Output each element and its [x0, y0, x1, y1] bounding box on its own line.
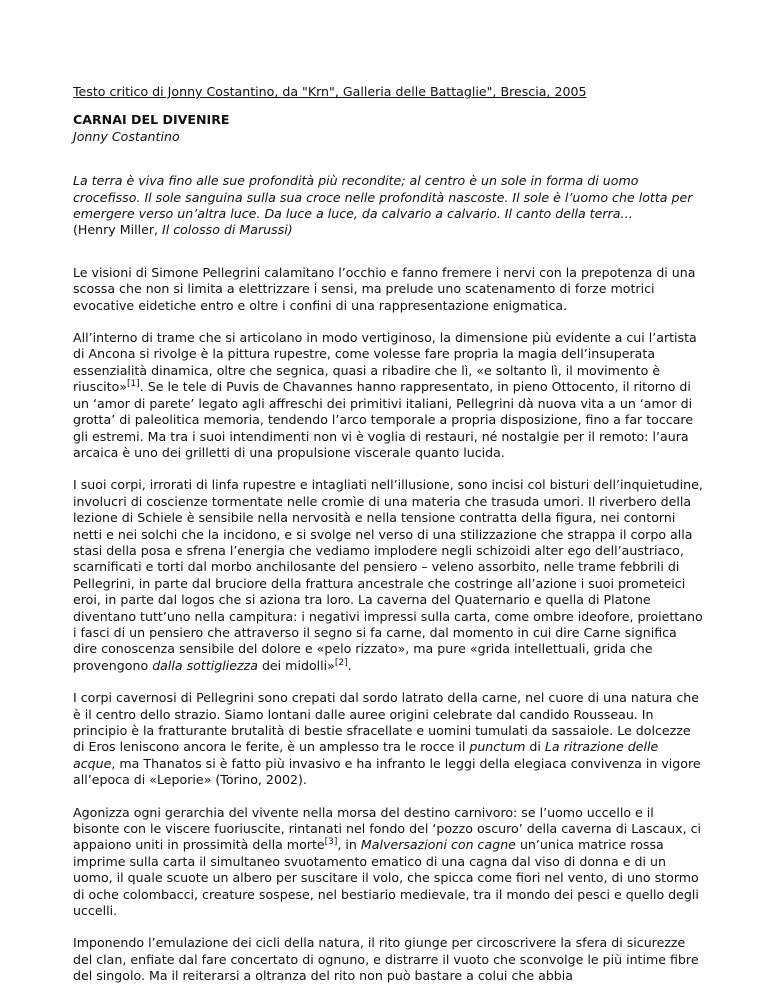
- footnote-ref-3[interactable]: [3]: [324, 837, 338, 848]
- paragraph-5-italic-title: Malversazioni con cagne: [360, 837, 516, 853]
- source-line: Testo critico di Jonny Costantino, da "Krn", Galleria delle Battaglie", Brescia, 2005: [73, 84, 587, 99]
- paragraph-5: [73, 805, 703, 920]
- paragraph-2-text-a: All’interno di trame che si articolano in modo vertiginoso, la dimensione più evidente a cui l’artista di Ancona si rivolge è la pittura rupestre, come volesse fare propria la magia dell’insuperata essenzialità dinamica, oltre che segnica, quasi a ribadire che lì, «e soltanto lì, il movimento è riuscito»: [73, 330, 697, 395]
- paragraph-6: Imponendo l’emulazione dei cicli della natura, il rito giunge per circoscrivere la sfera di sicurezze del clan, enfiate dal fare concertato di ognuno, e distrarre il vuoto che sconvolge le più intime fibre del singolo. Ma il reiterarsi a oltranza del rito non può bastare a colui che abbia: [73, 935, 699, 984]
- epigraph-citation: [73, 222, 703, 238]
- paragraph-4-text-c: , ma Thanatos si è fatto più invasivo e ha infranto le leggi della elegiaca convivenza in vigore all’epoca di «Leporie» (Torino, 2002).: [73, 755, 701, 788]
- paragraph-4-text-a: I corpi cavernosi di Pellegrini sono crepati dal sordo latrato della carne, nel cuore di una natura che è il centro dello strazio. Siamo lontani dalle auree origini celebrate dal candido Rousseau. In principio è la fratturante brutalità di bestie sfracellate e uomini tumulati da sassaiole. Le dolcezze di Eros leniscono ancora le ferite, è un amplesso tra le rocce il: [73, 690, 700, 755]
- paragraph-1: Le visioni di Simone Pellegrini calamitano l’occhio e fanno fremere i nervi con la prepotenza di una scossa che non si limita a elettrizzare i sensi, ma prelude uno scatenamento di forze motrici evocative eidetiche entro e oltre i confini di una rappresentazione enigmatica.: [73, 264, 696, 313]
- paragraph-4-italic-title: La ritrazione delle acque: [73, 739, 659, 771]
- author-name: Jonny Costantino: [73, 128, 180, 144]
- paragraph-5-text-c: un’unica matrice rossa imprime sulla carta il simultaneo svuotamento ematico di una cagna dal viso di donna e di un uomo, il quale scuote un albero per suscitare il volo, che spicca come fiori nel vento, di uno stormo di oche colombacci, creature sospese, nel bestiario medievale, tra il mondo dei pesci e quello degli uccelli.: [73, 837, 699, 919]
- paragraph-3-text-a: I suoi corpi, irrorati di linfa rupestre e intagliati nell’illusione, sono incisi col bisturi dell’inquietudine, involucri di coscienze tormentate nelle cromìe di una materia che trasuda umori. Il riverbero della lezione di Schiele è sensibile nella nervosità e nella tensione contratta della figura, nei contorni netti e nei solchi che la incidono, e si svolge nel verso di una stilizzazione che strappa il corpo alla stasi della posa e sfrena l’energia che vediamo implodere negli schizoidi alter ego dell’austriaco, scarnificati e torti dal morbo anchilosante del pensiero – veleno assorbito, nelle trame febbrili di Pellegrini, in parte dal bruciore della frattura ancestrale che costringe all’azione i suoi prometeici eroi, in parte dal logos che si aziona tra loro. La caverna del Quaternario e quella di Platone diventano tutt’uno nella campitura: i negativi impressi sulla carta, come ombre ideofore, proiettano i fasci di un pensiero che attraverso il segno si fa carne, dal momento in cui dire Carne significa dire conoscenza sensibile del dolore e «pelo rizzato», ma pure «grida intellettuali, grida che provengono: [73, 477, 703, 673]
- paragraph-5-text-b: , in: [337, 837, 361, 853]
- footnote-ref-1[interactable]: [1]: [127, 379, 140, 390]
- footnote-ref-2[interactable]: [2]: [334, 657, 348, 668]
- paragraph-5-text-a: Agonizza ogni gerarchia del vivente nella morsa del destino carnivoro: se l’uomo uccello e il bisonte con le viscere fuoriuscite, rintanati nel fondo del ‘pozzo oscuro’ della caverna di Lascaux, ci appaiono uniti in prossimità della morte: [73, 804, 702, 853]
- paragraph-3: [73, 477, 703, 674]
- document-title: CARNAI DEL DIVENIRE: [73, 112, 230, 128]
- paragraph-3-text-c: .: [347, 657, 352, 673]
- citation-prefix: (Henry Miller,: [73, 222, 163, 238]
- paragraph-3-text-b: dei midolli»: [257, 657, 335, 673]
- paragraph-2-text-b: . Se le tele di Puvis de Chavannes hanno rappresentato, in pieno Ottocento, il ritorno di un ‘amor di parete’ legato agli affreschi dei primitivi italiani, Pellegrini dà nuova vita a un ‘amor di grotta’ di paleolitica memoria, tendendo l’arco temporale a propria disposizione, fino a far toccare gli estremi. Ma tra i suoi intendimenti non vi è voglia di restauri, né nostalgie per il remoto: l’aura arcaica è uno dei grilletti di una propulsione viscerale quanto lucida.: [73, 379, 694, 460]
- paragraph-4-text-b: di: [525, 739, 545, 755]
- paragraph-4: [73, 690, 703, 788]
- citation-work: Il colosso di Marussi): [162, 222, 293, 238]
- paragraph-3-italic: dalla sottigliezza: [152, 657, 258, 673]
- paragraph-4-italic-punctum: punctum: [469, 739, 526, 755]
- epigraph-quote: La terra è viva fino alle sue profondità più recondite; al centro è un sole in forma di uomo crocefisso. Il sole sanguina sulla sua croce nelle profondità nascoste. Il sole è l’uomo che lotta per emergere verso un’altra luce. Da luce a luce, da calvario a calvario. Il canto della terra…: [73, 173, 693, 222]
- document-page: [73, 84, 703, 1001]
- paragraph-2: [73, 330, 703, 461]
